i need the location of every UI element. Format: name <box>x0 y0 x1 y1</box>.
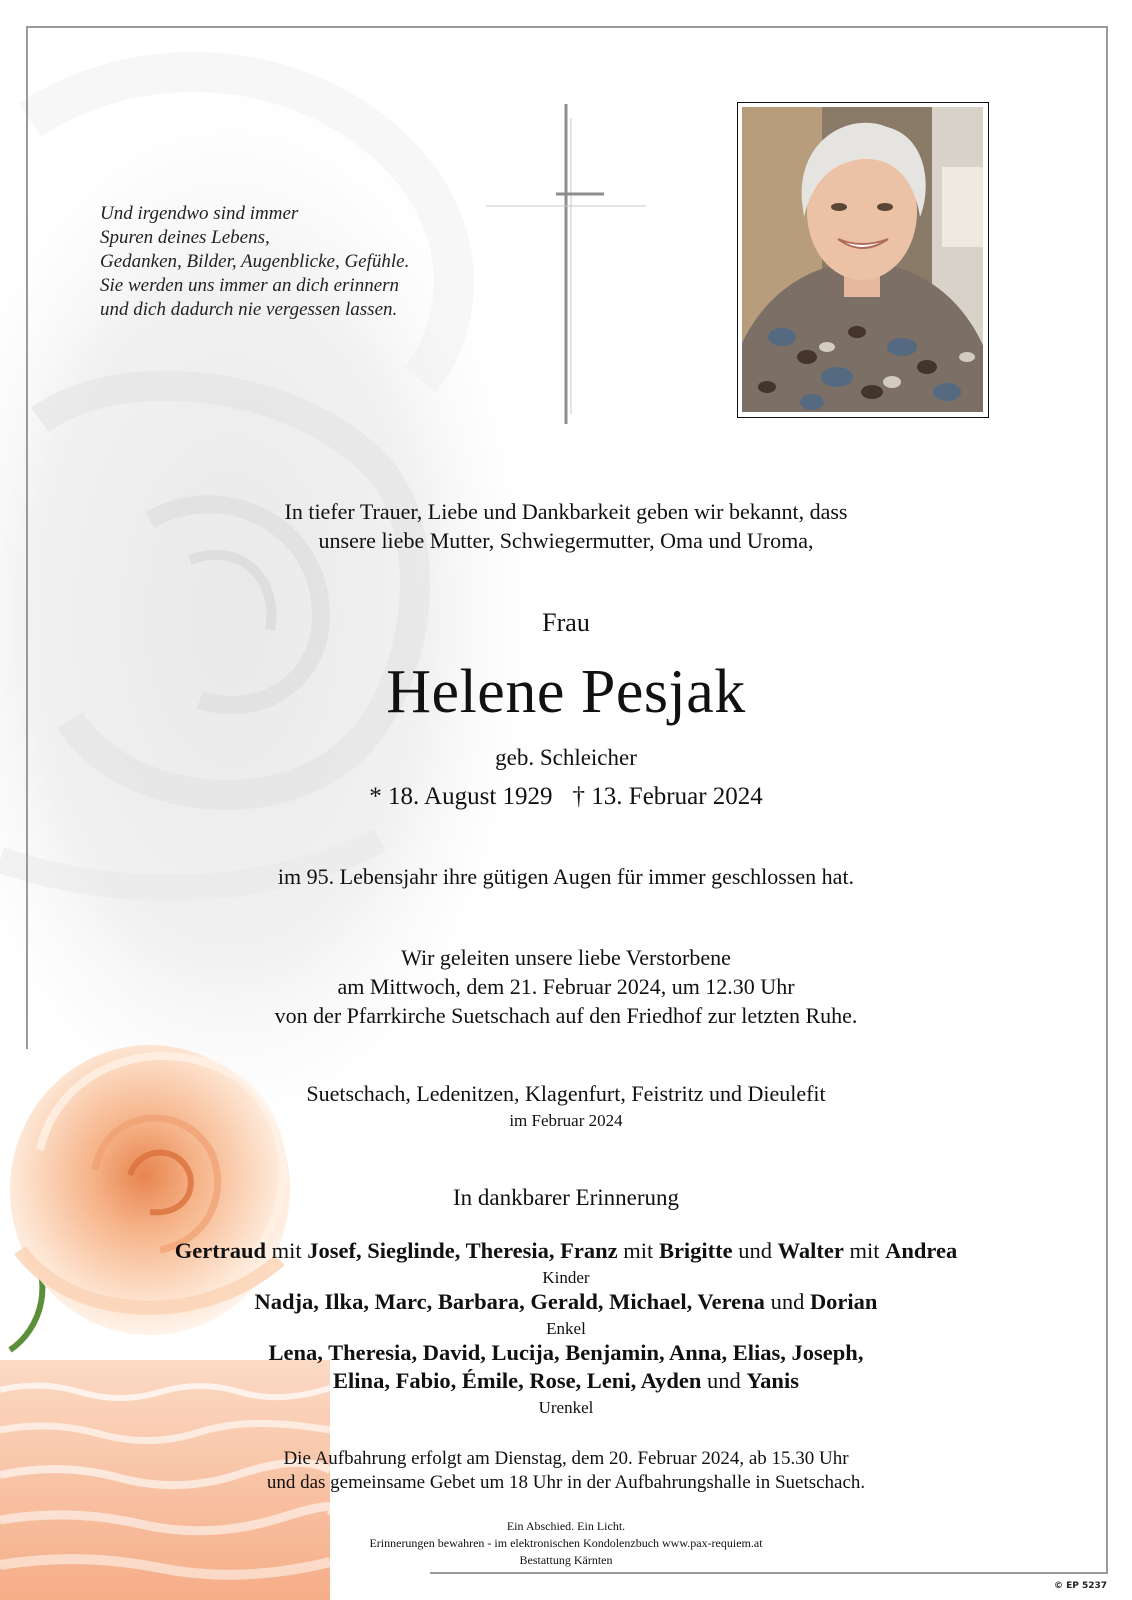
intro-line: In tiefer Trauer, Liebe und Dankbarkeit geben wir bekannt, dass <box>284 499 848 524</box>
poem <box>100 202 480 322</box>
family-name: Gertraud <box>174 1238 266 1263</box>
memory-heading: In dankbarer Erinnerung <box>452 1185 680 1210</box>
cross-icon <box>486 104 646 424</box>
maiden-name: geb. Schleicher <box>495 745 637 770</box>
connector: und <box>764 1289 810 1314</box>
connector: mit <box>617 1238 659 1263</box>
great-grandchildren-names-line2 <box>0 1367 1132 1395</box>
poem-line: Sie werden uns immer an dich erinnern <box>100 275 400 296</box>
poem-line: Spuren deines Lebens, <box>100 227 270 248</box>
family-name: Walter <box>777 1238 844 1263</box>
family-name: Nadja, Ilka, Marc, Barbara, Gerald, Michael, Verena <box>254 1289 765 1314</box>
portrait-photo <box>737 102 989 418</box>
family-name: Josef, Sieglinde, Theresia, Franz <box>307 1238 618 1263</box>
funeral-line: am Mittwoch, dem 21. Februar 2024, um 12.30 Uhr <box>337 974 795 999</box>
family-name: Brigitte <box>658 1238 733 1263</box>
frame-top-line <box>26 26 1108 28</box>
funeral-line: von der Pfarrkirche Suetschach auf den Friedhof zur letzten Ruhe. <box>274 1003 858 1028</box>
place-date: im Februar 2024 <box>509 1111 623 1130</box>
deceased-name: Helene Pesjak <box>386 658 746 726</box>
connector: mit <box>265 1238 308 1263</box>
poem-line: Gedanken, Bilder, Augenblicke, Gefühle. <box>100 251 410 272</box>
connector: mit <box>843 1238 886 1263</box>
footer <box>0 1518 1132 1569</box>
announcement-intro <box>0 497 1132 555</box>
print-code: © EP 5237 <box>1054 1581 1108 1591</box>
intro-line: unsere liebe Mutter, Schwiegermutter, Oma und Uroma, <box>318 528 814 553</box>
family-name: Yanis <box>746 1368 799 1393</box>
great-grandchildren-label: Urenkel <box>538 1398 594 1417</box>
footer-line: Ein Abschied. Ein Licht. <box>506 1519 626 1533</box>
wake-line: und das gemeinsame Gebet um 18 Uhr in der Aufbahrungshalle in Suetschach. <box>266 1472 866 1493</box>
children-label: Kinder <box>542 1268 590 1287</box>
family-name: Dorian <box>809 1289 878 1314</box>
connector: und <box>732 1238 778 1263</box>
footer-line: Erinnerungen bewahren - im elektronischen Kondolenzbuch www.pax-requiem.at <box>369 1536 763 1550</box>
portrait-image <box>742 107 983 412</box>
great-grandchildren-names-line1 <box>0 1339 1132 1367</box>
family-name: Lena, Theresia, David, Lucija, Benjamin, Anna, Elias, Joseph, <box>268 1340 864 1365</box>
age-statement: im 95. Lebensjahr ihre gütigen Augen für immer geschlossen hat. <box>277 864 855 889</box>
family-name: Andrea <box>885 1238 958 1263</box>
funeral-line: Wir geleiten unsere liebe Verstorbene <box>401 945 731 970</box>
birth-date: * 18. August 1929 <box>369 783 553 810</box>
connector: und <box>701 1368 747 1393</box>
funeral-info <box>0 943 1132 1030</box>
life-dates <box>0 783 1132 811</box>
places: Suetschach, Ledenitzen, Klagenfurt, Feistritz und Dieulefit <box>306 1081 826 1106</box>
wake-info <box>0 1447 1132 1495</box>
children-names <box>0 1237 1132 1265</box>
wake-line: Die Aufbahrung erfolgt am Dienstag, dem 20. Februar 2024, ab 15.30 Uhr <box>283 1448 849 1469</box>
poem-line: Und irgendwo sind immer <box>100 203 299 224</box>
poem-line: und dich dadurch nie vergessen lassen. <box>100 299 398 320</box>
footer-line: Bestattung Kärnten <box>519 1553 613 1567</box>
honorific: Frau <box>542 608 590 637</box>
family-name: Elina, Fabio, Émile, Rose, Leni, Ayden <box>333 1368 702 1393</box>
frame-bottom-line <box>430 1572 1108 1574</box>
grandchildren-names <box>0 1288 1132 1316</box>
grandchildren-label: Enkel <box>546 1319 586 1338</box>
death-date: † 13. Februar 2024 <box>572 783 763 810</box>
